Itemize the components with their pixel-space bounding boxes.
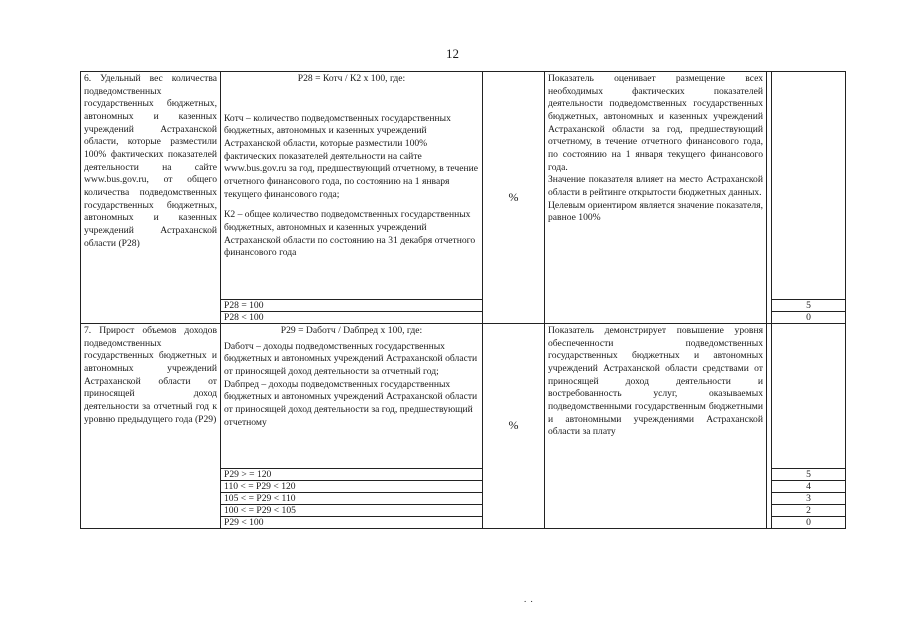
score-header-cell <box>772 72 846 300</box>
criteria-condition: Р29 > = 120 <box>221 469 483 481</box>
description-text: Целевым ориентиром является значение показателя, равное 100% <box>548 199 763 224</box>
formula-definition: К2 – общее количество подведомственных государственных бюджетных, автономных и казенных учреждений Астраханской области по состоянию на 31 декабря отчетного финансового года <box>224 209 476 259</box>
criteria-condition: 100 < = Р29 < 105 <box>221 505 483 517</box>
description-text: Значение показателя влияет на место Астраханской области в рейтинге открытости бюджетных данных. <box>548 174 763 198</box>
indicator-name: 6. Удельный вес количества подведомственных государственных бюджетных, автономных и казенных учреждений Астраханской области, которые разместили 100% фактических показателей деятельности на сайте www.bus.gov.ru, от общего количества подведомственных государственных бюджетных, автономных и казенных учреждений Астраханской области (Р28) <box>81 72 221 324</box>
indicator-row-7 <box>81 324 846 469</box>
formula-cell <box>221 72 483 300</box>
formula-title: Р29 = Dаботч / Dабпред х 100, где: <box>280 325 423 336</box>
criteria-score: 5 <box>772 300 846 312</box>
indicator-name: 7. Прирост объемов доходов подведомственных государственных бюджетных и автономных учреждений Астраханской области от приносящей доход деятельности за отчетный год к уровню предыдущего года (Р29) <box>81 324 221 529</box>
indicators-table <box>80 71 846 529</box>
unit-cell: % <box>483 324 545 529</box>
criteria-score: 5 <box>772 469 846 481</box>
description-text: Показатель оценивает размещение всех необходимых фактических показателей деятельности подведомственных государственных бюджетных, автономных и казенных учреждений Астраханской области за год, предшествующий отчетному, в течение отчетного финансового года, по состоянию на 1 января текущего финансового года. <box>548 73 763 173</box>
criteria-condition: 105 < = Р29 < 110 <box>221 493 483 505</box>
unit-cell: % <box>483 72 545 324</box>
score-header-cell <box>772 324 846 469</box>
footer-mark: . . <box>524 594 534 604</box>
criteria-condition: Р28 = 100 <box>221 300 483 312</box>
indicator-row-6 <box>81 72 846 300</box>
criteria-score: 3 <box>772 493 846 505</box>
criteria-score: 0 <box>772 312 846 324</box>
page-number: 12 <box>446 46 459 61</box>
criteria-score: 2 <box>772 505 846 517</box>
description-cell <box>545 72 767 324</box>
criteria-condition: Р29 < 100 <box>221 517 483 529</box>
formula-cell <box>221 324 483 469</box>
criteria-score: 4 <box>772 481 846 493</box>
criteria-condition: 110 < = Р29 < 120 <box>221 481 483 493</box>
criteria-condition: Р28 < 100 <box>221 312 483 324</box>
formula-title: Р28 = Котч / К2 х 100, где: <box>297 73 406 84</box>
criteria-score: 0 <box>772 517 846 529</box>
formula-definition: Dабпред – доходы подведомственных государственных бюджетных и автономных учреждений Астраханской области от приносящей доход деятельности за год, предшествующий отчетному <box>224 378 478 428</box>
formula-definition: Dаботч – доходы подведомственных государственных бюджетных и автономных учреждений Астраханской области от приносящей доход деятельности за отчетный год; <box>224 340 478 377</box>
description-cell <box>545 324 767 529</box>
formula-definition: Котч – количество подведомственных государственных бюджетных, автономных и казенных учреждений Астраханской области, которые разместили 100% фактических показателей деятельности на сайте www.bus.gov.ru за год, предшествующий отчетному, в течение отчетного финансового года, по состоянию на 1 января текущего финансового года; <box>224 112 479 200</box>
description-text: Показатель демонстрирует повышение уровня обеспеченности подведомственных государственных бюджетных и автономных учреждений Астраханской области средствами от приносящей доход деятельности и востребованность услуг, оказываемых подведомственными государственным бюджетными и автономными учреждениями Астраханской области за плату <box>548 325 763 438</box>
